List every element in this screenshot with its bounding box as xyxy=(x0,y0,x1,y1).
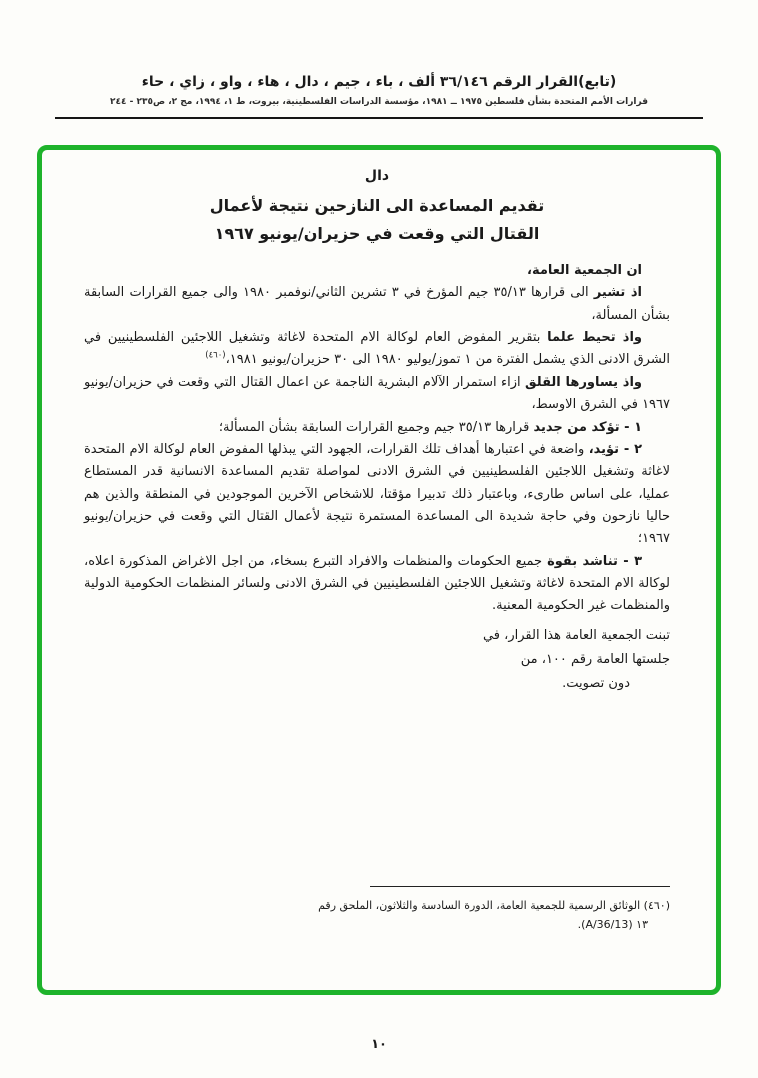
paragraph-text: قرارها ٣٥/١٣ جيم وجميع القرارات السابقة بشأن المسألة؛ xyxy=(218,419,534,435)
paragraph-text: جميع الحكومات والمنظمات والافراد التبرع بسخاء، من اجل الاغراض المذكورة اعلاه، لوكالة الام المتحدة لاغاثة وتشغيل اللاجئين الفلسطينيين في الشرق الادنى ولسائر المنظمات الحكومية الدولية والمنظمات غير الحكومية المعنية. xyxy=(84,553,670,614)
paragraph-lead: ٣ - تناشد بقوة xyxy=(547,553,642,569)
adoption-line2: جلستها العامة رقم ١٠٠، من xyxy=(520,651,670,667)
opening-paragraph xyxy=(84,260,670,282)
document-title-line2: القتال التي وقعت في حزيران/يونيو ١٩٦٧ xyxy=(214,224,540,243)
page-header xyxy=(0,0,758,119)
section-letter: دال xyxy=(364,168,390,184)
document-title-line1: تقديم المساعدة الى النازحين نتيجة لأعمال xyxy=(209,196,545,215)
footnote-text-line1: (٤٦٠) الوثائق الرسمية للجمعية العامة، الدورة السادسة والثلاثون، الملحق رقم xyxy=(318,898,670,912)
page-number: ١٠ xyxy=(371,1037,387,1052)
operative-paragraph-3 xyxy=(84,551,670,618)
footnote-block xyxy=(84,886,670,935)
content-frame xyxy=(37,145,721,995)
paragraph-lead: اذ تشير xyxy=(593,285,642,301)
paragraph-lead: ان الجمعية العامة، xyxy=(527,263,642,278)
preamble-paragraph xyxy=(84,372,670,417)
preamble-paragraph xyxy=(84,327,670,372)
paragraph-lead: ٢ - تؤيد، xyxy=(588,441,642,457)
footnote-separator xyxy=(370,886,670,887)
header-divider xyxy=(55,117,703,119)
preamble-paragraph xyxy=(84,282,670,327)
operative-paragraph-1 xyxy=(84,417,670,439)
resolution-body xyxy=(84,260,670,618)
adoption-note xyxy=(84,624,670,696)
document-title xyxy=(84,192,670,248)
paragraph-lead: واذ تحيط علما xyxy=(547,330,642,346)
paragraph-text: واضعة في اعتبارها أهداف تلك القرارات، الجهود التي يبذلها المفوض العام لوكالة الام المتحدة لاغاثة وتشغيل اللاجئين الفلسطينيين في الشرق الادنى لمواصلة تقديم المساعدة الانسانية قدر المستطاع عمليا، على اساس طارىء، وباعتبار ذلك تدبيرا مؤقتا، للاشخاص الآخرين الموجودين في المنطقة والذين هم حاليا نازحون وفي حاجة شديدة الى المساعدة المستمرة نتيجة لأعمال القتال التي وقعت في حزيران/يونيو ١٩٦٧؛ xyxy=(84,441,670,547)
footnote-reference: (٤٦٠) xyxy=(205,351,226,362)
paragraph-text: ازاء استمرار الآلام البشرية الناجمة عن اعمال القتال التي وقعت في حزيران/يونيو ١٩٦٧ في الشرق الاوسط، xyxy=(84,374,670,413)
source-citation: قرارات الأمم المتحدة بشأن فلسطين ١٩٧٥ ــ ١٩٨١، مؤسسة الدراسات الفلسطينية، بيروت، ط ١، ١٩٩٤، مج ٢، ص٢٣٥ - ٢٤٤ xyxy=(110,97,648,107)
frame-spacer xyxy=(84,696,670,886)
paragraph-lead: ١ - تؤكد من جديد xyxy=(533,419,642,435)
paragraph-text: بتقرير المفوض العام لوكالة الام المتحدة لاغاثة وتشغيل اللاجئين الفلسطينيين في الشرق الادنى الذي يشمل الفترة من ١ تموز/يوليو ١٩٨٠ الى ٣٠ حزيران/يونيو ١٩٨١، xyxy=(84,330,670,368)
adoption-line3: دون تصويت. xyxy=(562,675,630,691)
footnote-text-line2: ١٣ (A/36/13). xyxy=(577,917,648,931)
operative-paragraph-2 xyxy=(84,439,670,551)
adoption-line1: تبنت الجمعية العامة هذا القرار، في xyxy=(482,627,670,643)
paragraph-lead: واذ يساورها القلق xyxy=(525,374,642,390)
paragraph-text: الى قرارها ٣٥/١٣ جيم المؤرخ في ٣ تشرين الثاني/نوفمبر ١٩٨٠ والى جميع القرارات السابقة بشأن المسألة، xyxy=(84,285,670,323)
resolution-header-title: (تابع)القرار الرقم ٣٦/١٤٦ ألف ، باء ، جيم ، دال ، هاء ، واو ، زاي ، حاء xyxy=(141,74,617,90)
